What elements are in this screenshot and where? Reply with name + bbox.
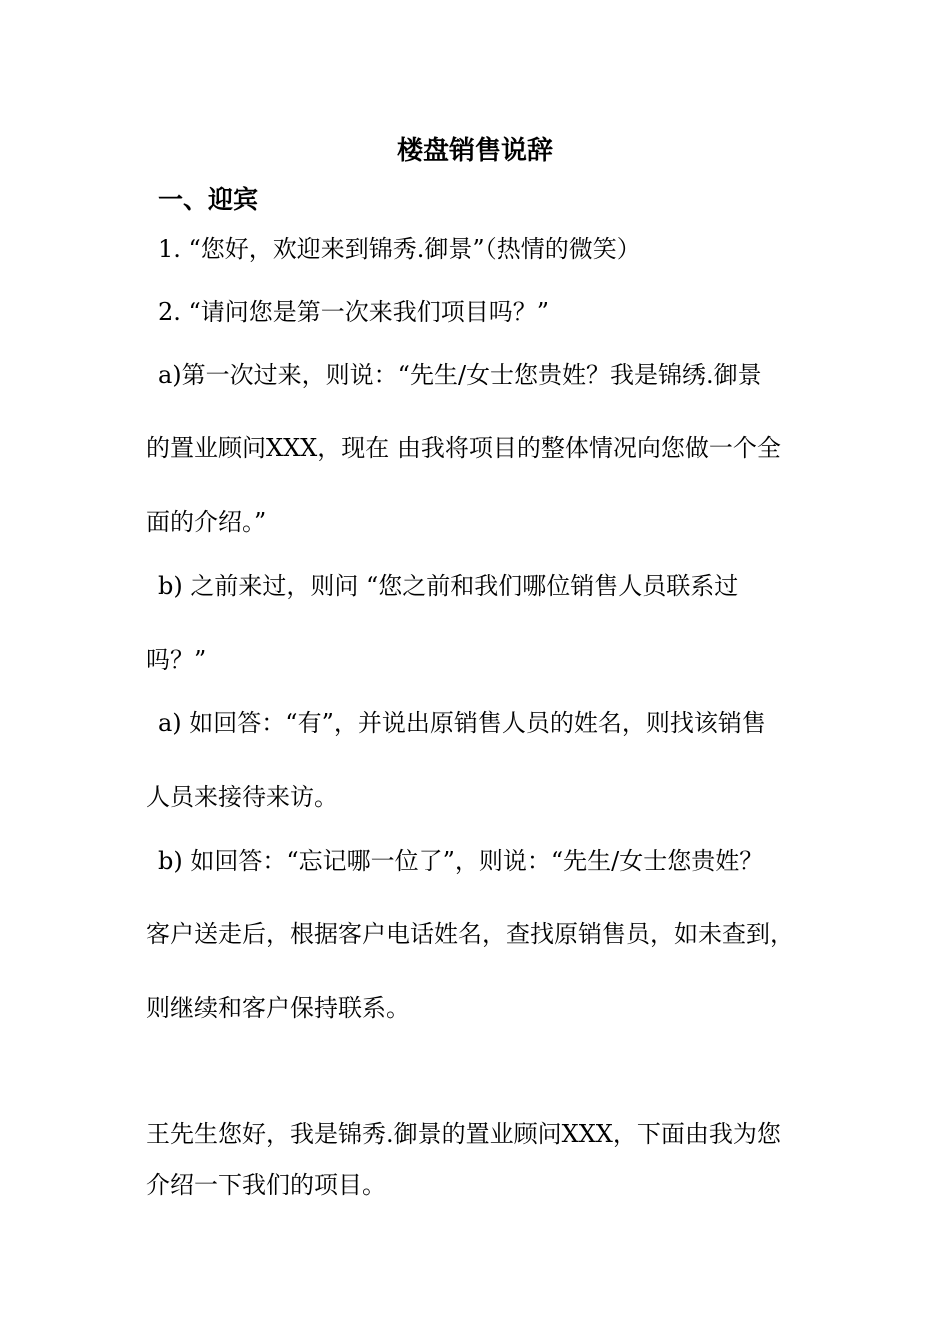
- section-heading: 一、迎宾: [158, 185, 259, 214]
- paragraph-line: 的置业顾问XXX，现在 由我将项目的整体情况向您做一个全: [146, 434, 781, 462]
- paragraph-line: a) 如回答：“有”，并说出原销售人员的姓名，则找该销售: [158, 709, 766, 737]
- paragraph-line: 2. “请问您是第一次来我们项目吗？”: [158, 298, 550, 326]
- paragraph-line: a)第一次过来，则说：“先生/女士您贵姓？我是锦绣.御景: [158, 361, 762, 389]
- paragraph-line: 客户送走后，根据客户电话姓名，查找原销售员，如未查到，: [146, 920, 794, 948]
- paragraph-line: 吗？”: [146, 646, 207, 674]
- paragraph-line: b) 之前来过，则问 “您之前和我们哪位销售人员联系过: [158, 572, 739, 600]
- paragraph-line: 人员来接待来访。: [146, 783, 338, 811]
- paragraph-line: 面的介绍。”: [146, 508, 267, 536]
- paragraph-line: 介绍一下我们的项目。: [146, 1171, 386, 1199]
- paragraph-line: b) 如回答：“忘记哪一位了”，则说：“先生/女士您贵姓？: [158, 847, 764, 875]
- paragraph-line: 则继续和客户保持联系。: [146, 994, 410, 1022]
- paragraph-line: 1. “您好，欢迎来到锦秀.御景”（热情的微笑）: [158, 235, 641, 263]
- paragraph-line: 王先生您好，我是锦秀.御景的置业顾问XXX，下面由我为您: [146, 1120, 781, 1148]
- document-title: 楼盘销售说辞: [396, 136, 553, 166]
